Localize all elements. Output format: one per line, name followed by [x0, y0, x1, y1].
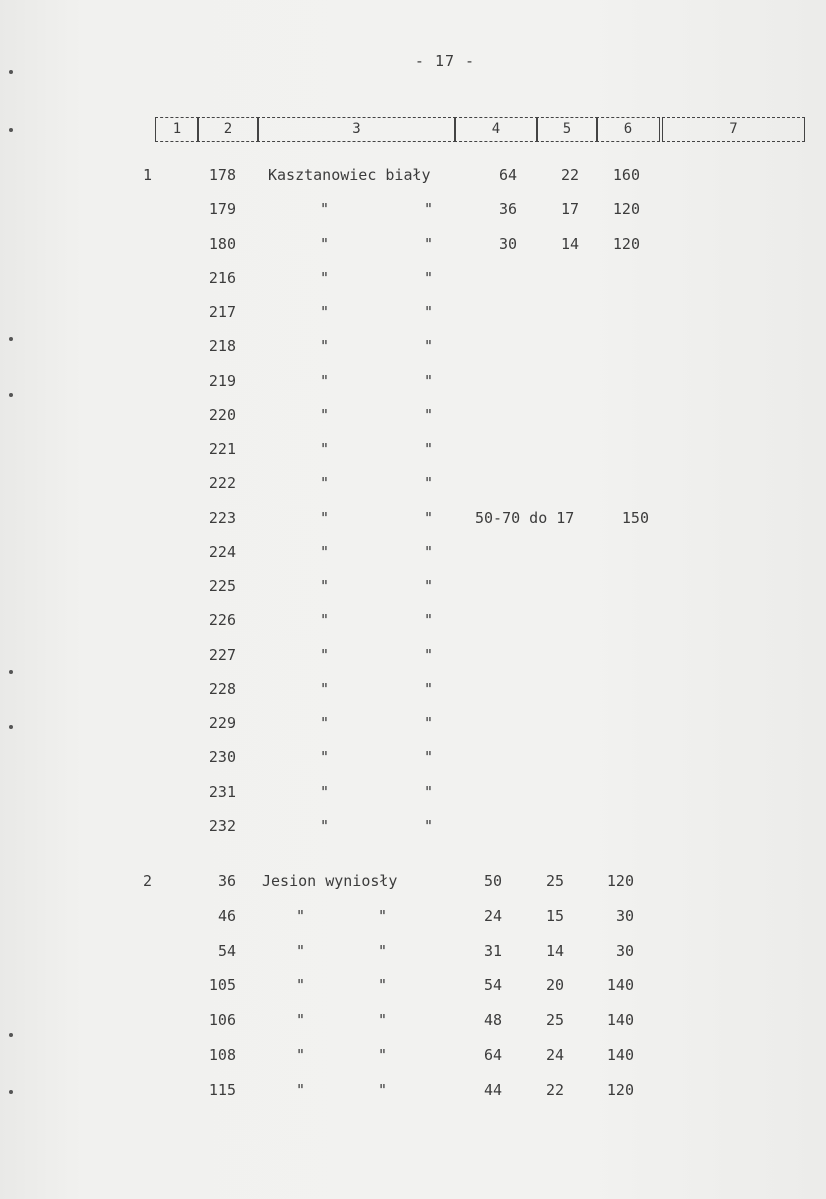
- tree-number: 108: [208, 1046, 236, 1064]
- ditto-mark: ": [320, 303, 330, 321]
- height-value: 14: [560, 235, 579, 253]
- ditto-mark: ": [424, 406, 434, 424]
- ditto-mark: ": [378, 907, 388, 925]
- ditto-mark: ": [424, 714, 434, 732]
- circumference-value: 24: [483, 907, 502, 925]
- tree-number: 231: [208, 783, 236, 801]
- ditto-mark: ": [424, 303, 434, 321]
- ditto-mark: ": [320, 200, 330, 218]
- ditto-mark: ": [424, 680, 434, 698]
- tree-number: 222: [208, 474, 236, 492]
- circumference-value: 44: [483, 1081, 502, 1099]
- tree-number: 216: [208, 269, 236, 287]
- crown-value: 140: [606, 1011, 634, 1029]
- tree-number: 227: [208, 646, 236, 664]
- tree-number: 230: [208, 748, 236, 766]
- crown-value: 30: [615, 942, 634, 960]
- ditto-mark: ": [424, 646, 434, 664]
- species-name: Jesion wyniosły: [262, 872, 398, 890]
- ditto-mark: ": [320, 474, 330, 492]
- tree-number: 229: [208, 714, 236, 732]
- ditto-mark: ": [424, 509, 434, 527]
- height-value: 14: [545, 942, 564, 960]
- tree-number: 223: [208, 509, 236, 527]
- tree-number: 46: [217, 907, 236, 925]
- tree-number: 115: [208, 1081, 236, 1099]
- ditto-mark: ": [320, 406, 330, 424]
- ditto-mark: ": [320, 235, 330, 253]
- header-col-4: 4: [454, 117, 538, 142]
- tree-number: 219: [208, 372, 236, 390]
- ditto-mark: ": [424, 577, 434, 595]
- ditto-mark: ": [296, 907, 306, 925]
- ditto-mark: ": [424, 817, 434, 835]
- circumference-value: 48: [483, 1011, 502, 1029]
- ditto-mark: ": [378, 942, 388, 960]
- header-col-5: 5: [536, 117, 598, 142]
- header-col-6: 6: [596, 117, 660, 142]
- ditto-mark: ": [424, 474, 434, 492]
- height-value: 25: [545, 872, 564, 890]
- ditto-mark: ": [424, 235, 434, 253]
- ditto-mark: ": [378, 976, 388, 994]
- ditto-mark: ": [320, 680, 330, 698]
- tree-number: 36: [217, 872, 236, 890]
- circumference-value: 50: [483, 872, 502, 890]
- ditto-mark: ": [424, 337, 434, 355]
- crown-value: 140: [606, 976, 634, 994]
- ditto-mark: ": [320, 440, 330, 458]
- page-number: - 17 -: [414, 52, 476, 70]
- binder-hole-mark: [9, 337, 13, 341]
- tree-number: 221: [208, 440, 236, 458]
- circumference-value: 31: [483, 942, 502, 960]
- tree-number: 218: [208, 337, 236, 355]
- circumference-value: 36: [498, 200, 517, 218]
- ditto-mark: ": [320, 611, 330, 629]
- ditto-mark: ": [424, 200, 434, 218]
- circumference-value: 64: [483, 1046, 502, 1064]
- binder-hole-mark: [9, 670, 13, 674]
- row-lp: 1: [142, 166, 152, 184]
- ditto-mark: ": [320, 646, 330, 664]
- crown-value: 30: [615, 907, 634, 925]
- binder-hole-mark: [9, 725, 13, 729]
- height-value: 15: [545, 907, 564, 925]
- tree-number: 105: [208, 976, 236, 994]
- tree-number: 220: [208, 406, 236, 424]
- ditto-mark: ": [296, 942, 306, 960]
- ditto-mark: ": [378, 1011, 388, 1029]
- tree-number: 232: [208, 817, 236, 835]
- ditto-mark: ": [320, 269, 330, 287]
- crown-value: 140: [606, 1046, 634, 1064]
- circumference-value: 30: [498, 235, 517, 253]
- ditto-mark: ": [320, 337, 330, 355]
- tree-number: 54: [217, 942, 236, 960]
- tree-number: 180: [208, 235, 236, 253]
- circumference-value: 64: [498, 166, 517, 184]
- ditto-mark: ": [320, 817, 330, 835]
- height-value: 22: [545, 1081, 564, 1099]
- tree-number: 224: [208, 543, 236, 561]
- binder-hole-mark: [9, 128, 13, 132]
- header-col-7: 7: [662, 117, 805, 142]
- ditto-mark: ": [296, 1081, 306, 1099]
- ditto-mark: ": [378, 1081, 388, 1099]
- circumference-value: 54: [483, 976, 502, 994]
- crown-value: 160: [612, 166, 640, 184]
- tree-number: 226: [208, 611, 236, 629]
- ditto-mark: ": [424, 543, 434, 561]
- ditto-mark: ": [378, 1046, 388, 1064]
- binder-hole-mark: [9, 1033, 13, 1037]
- ditto-mark: ": [296, 976, 306, 994]
- height-value: 22: [560, 166, 579, 184]
- ditto-mark: ": [320, 714, 330, 732]
- header-col-2: 2: [197, 117, 259, 142]
- height-value: 17: [560, 200, 579, 218]
- header-col-3: 3: [257, 117, 456, 142]
- binder-hole-mark: [9, 1090, 13, 1094]
- tree-number: 178: [208, 166, 236, 184]
- ditto-mark: ": [424, 269, 434, 287]
- ditto-mark: ": [320, 748, 330, 766]
- header-col-1: 1: [155, 117, 199, 142]
- range-crown-value: 150: [621, 509, 649, 527]
- height-value: 25: [545, 1011, 564, 1029]
- ditto-mark: ": [424, 372, 434, 390]
- ditto-mark: ": [320, 783, 330, 801]
- range-value: 50-70 do 17: [475, 509, 575, 527]
- tree-number: 106: [208, 1011, 236, 1029]
- ditto-mark: ": [424, 611, 434, 629]
- ditto-mark: ": [296, 1011, 306, 1029]
- binder-hole-mark: [9, 70, 13, 74]
- binder-hole-mark: [9, 393, 13, 397]
- crown-value: 120: [606, 1081, 634, 1099]
- ditto-mark: ": [320, 543, 330, 561]
- tree-number: 179: [208, 200, 236, 218]
- height-value: 24: [545, 1046, 564, 1064]
- tree-number: 225: [208, 577, 236, 595]
- crown-value: 120: [612, 235, 640, 253]
- row-lp: 2: [142, 872, 152, 890]
- crown-value: 120: [606, 872, 634, 890]
- ditto-mark: ": [424, 440, 434, 458]
- ditto-mark: ": [424, 783, 434, 801]
- tree-number: 217: [208, 303, 236, 321]
- ditto-mark: ": [424, 748, 434, 766]
- tree-number: 228: [208, 680, 236, 698]
- ditto-mark: ": [320, 372, 330, 390]
- crown-value: 120: [612, 200, 640, 218]
- ditto-mark: ": [320, 509, 330, 527]
- ditto-mark: ": [296, 1046, 306, 1064]
- table-header: [155, 117, 805, 142]
- height-value: 20: [545, 976, 564, 994]
- ditto-mark: ": [320, 577, 330, 595]
- species-name: Kasztanowiec biały: [268, 166, 431, 184]
